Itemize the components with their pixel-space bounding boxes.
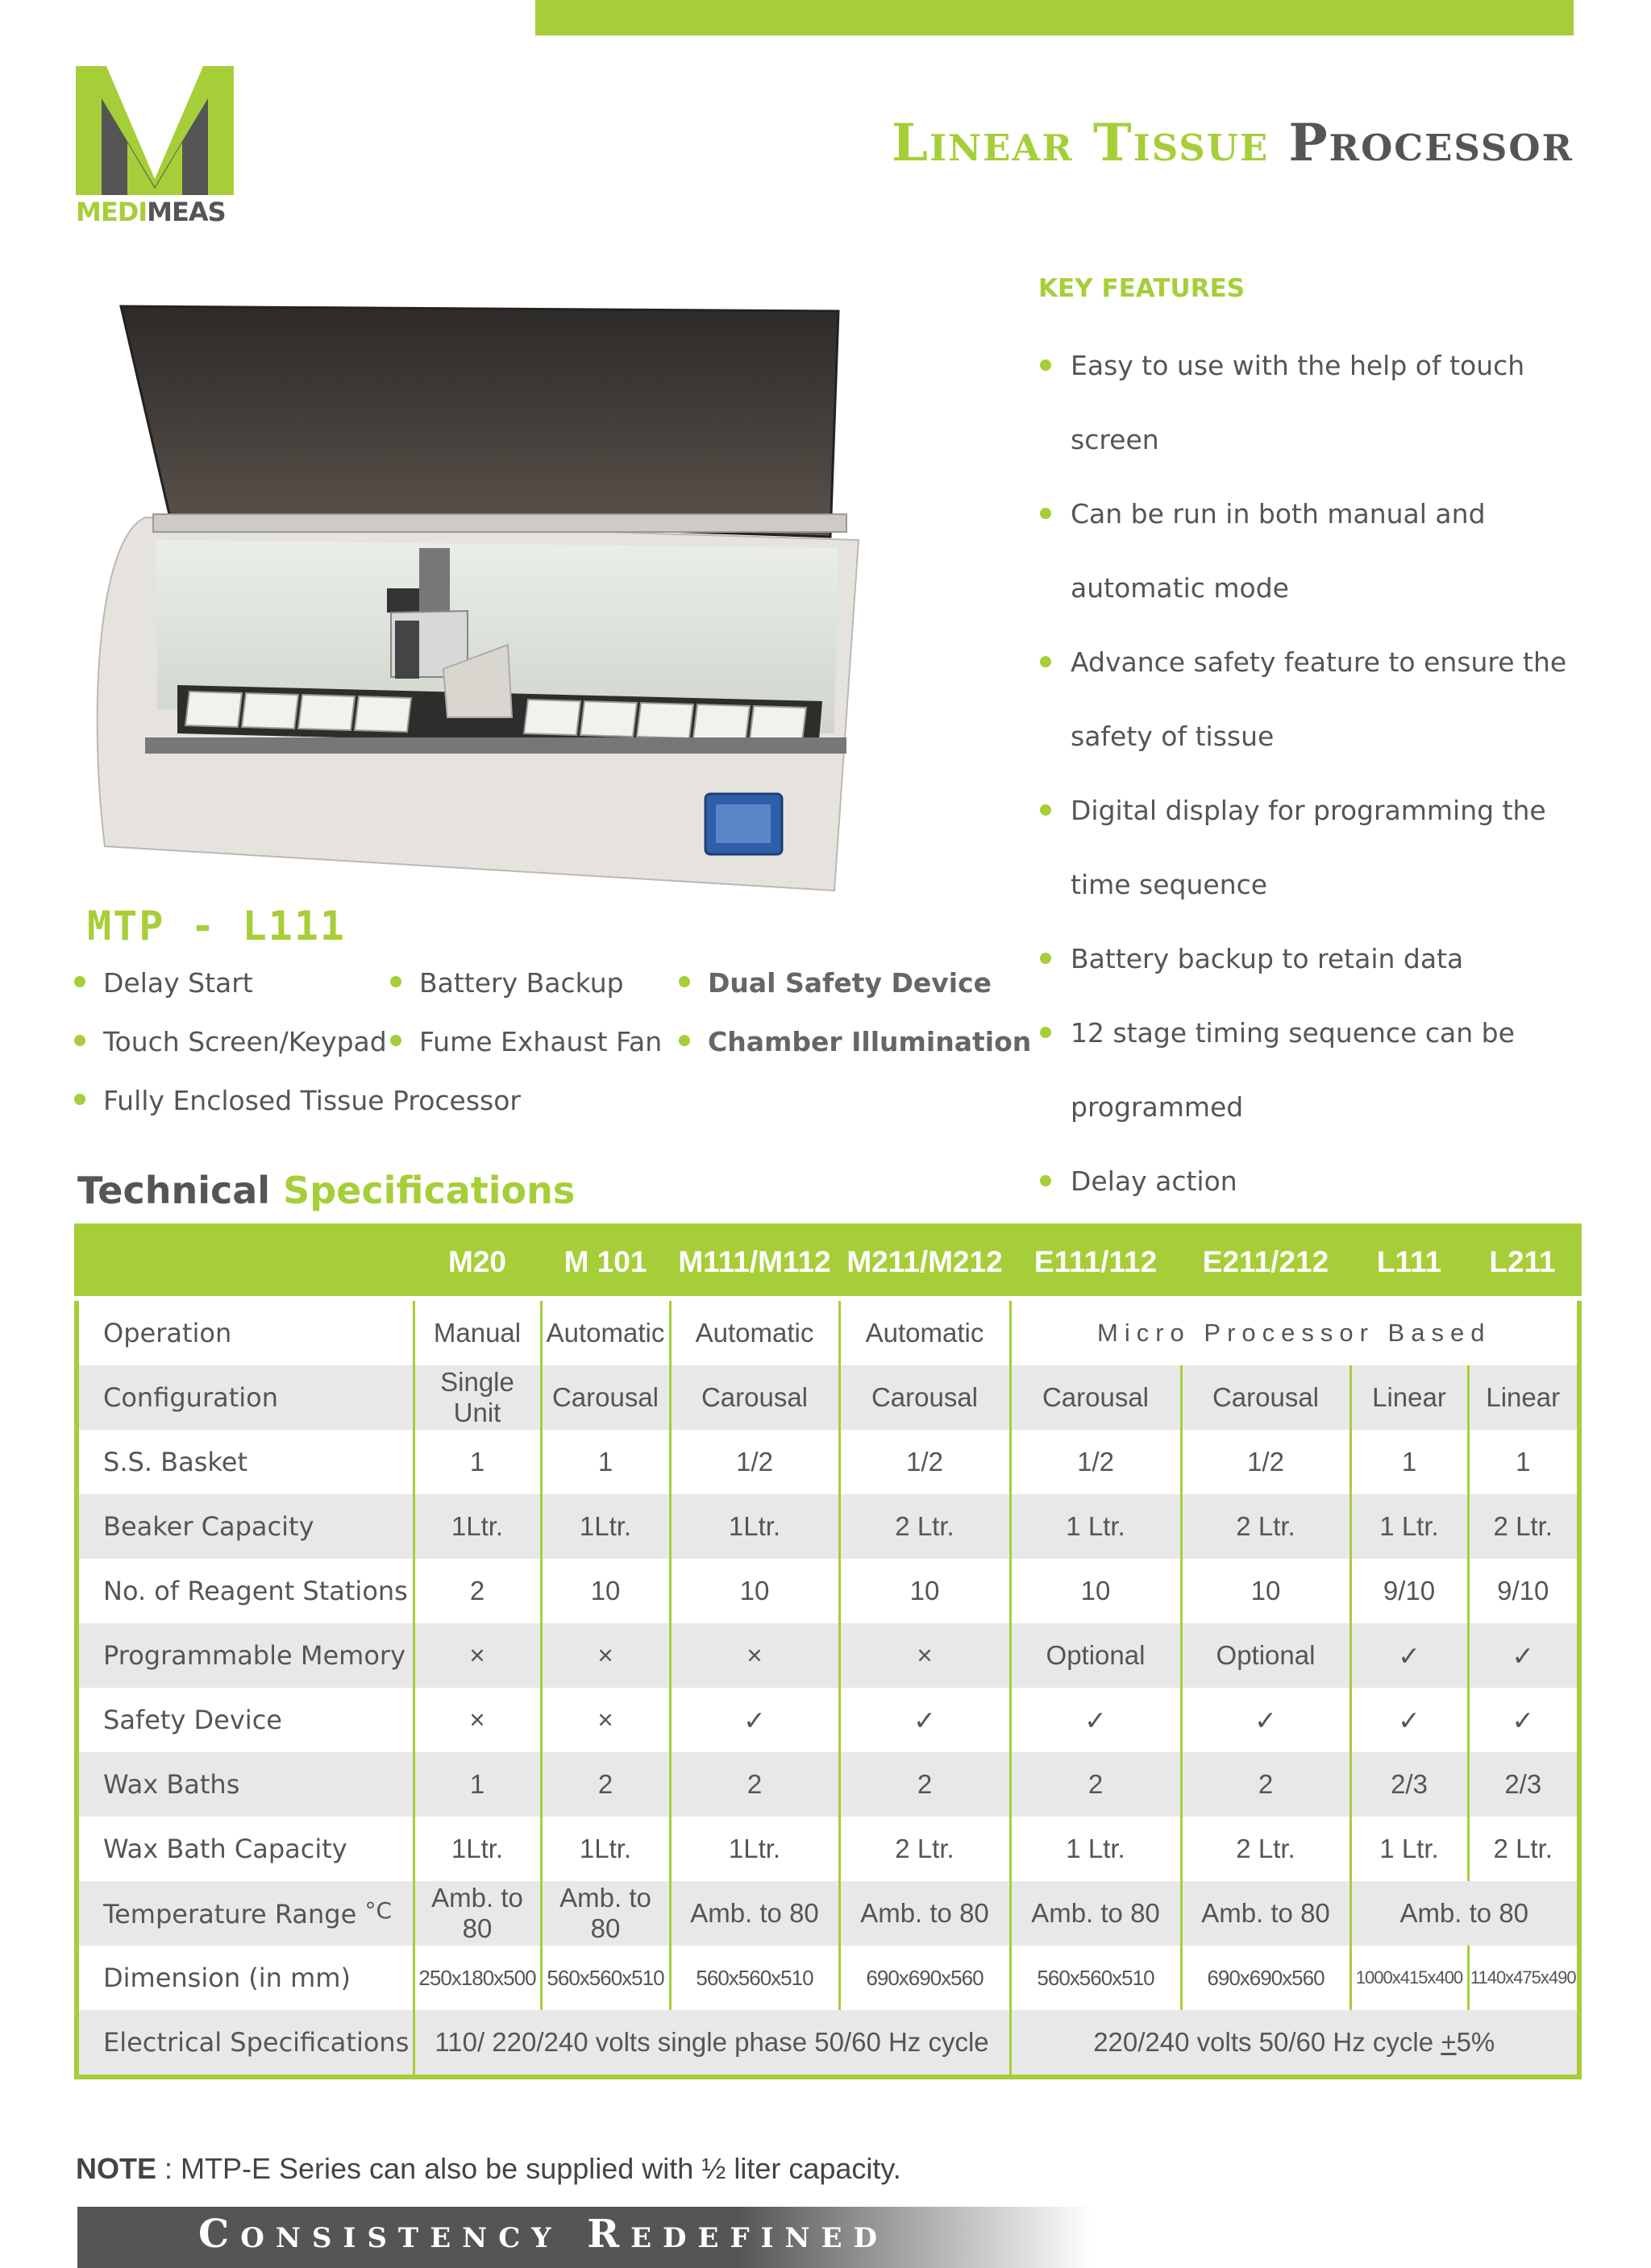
row-label: Configuration xyxy=(77,1365,414,1430)
table-cell: 1Ltr. xyxy=(541,1817,670,1881)
table-cell: 2 xyxy=(1181,1752,1350,1817)
table-cell: 690x690x560 xyxy=(839,1946,1010,2010)
row-label: Safety Device xyxy=(103,1705,282,1735)
table-cell: 1/2 xyxy=(1181,1430,1350,1494)
table-row xyxy=(77,1817,1579,1881)
table-row xyxy=(77,1494,1579,1559)
table-row xyxy=(77,2010,1579,2077)
key-feature-item: Easy to use with the help of touch screen xyxy=(1038,329,1595,477)
table-row xyxy=(77,1298,1579,1365)
table-cell: Amb. to 80 xyxy=(1181,1881,1350,1946)
table-cell: 10 xyxy=(541,1559,670,1623)
table-cell: 2 xyxy=(670,1752,839,1817)
table-cell: Linear xyxy=(1350,1365,1468,1430)
table-row xyxy=(77,1559,1579,1623)
table-cell-merged: Micro Processor Based xyxy=(1010,1298,1579,1365)
cross-icon: × xyxy=(414,1623,541,1688)
table-cell: Automatic xyxy=(839,1298,1010,1365)
table-cell: 1Ltr. xyxy=(670,1817,839,1881)
table-cell: 10 xyxy=(1010,1559,1181,1623)
table-cell: Amb. to 80 xyxy=(1010,1881,1181,1946)
checkmark-icon: ✓ xyxy=(1350,1688,1468,1752)
checkmark-icon: ✓ xyxy=(839,1688,1010,1752)
table-cell: Amb. to 80 xyxy=(541,1881,670,1946)
row-label: Operation xyxy=(77,1298,414,1365)
table-cell: 1 Ltr. xyxy=(1350,1817,1468,1881)
header-blank xyxy=(77,1226,414,1298)
row-label: S.S. Basket xyxy=(103,1447,247,1477)
table-cell: 1 xyxy=(1350,1430,1468,1494)
table-cell: 1Ltr. xyxy=(541,1494,670,1559)
table-cell: Amb. to 80 xyxy=(670,1881,839,1946)
table-cell: 1Ltr. xyxy=(414,1817,541,1881)
table-cell: 1Ltr. xyxy=(414,1494,541,1559)
table-cell: 1140x475x490 xyxy=(1468,1946,1579,2010)
table-cell: 2 xyxy=(541,1752,670,1817)
key-feature-item: Advance safety feature to ensure the safety of tissue xyxy=(1038,625,1595,774)
model-name: MTP - L111 xyxy=(87,903,347,949)
key-feature-item: Battery backup to retain data xyxy=(1038,922,1595,996)
table-cell: 1Ltr. xyxy=(670,1494,839,1559)
cross-icon: × xyxy=(541,1623,670,1688)
table-cell: 560x560x510 xyxy=(1010,1946,1181,2010)
table-cell: Automatic xyxy=(541,1298,670,1365)
feature-item: Battery Backup xyxy=(390,967,624,999)
column-header: L111 xyxy=(1350,1226,1468,1298)
feature-item: Chamber Illumination xyxy=(679,1026,1031,1057)
table-cell: 2 Ltr. xyxy=(839,1494,1010,1559)
table-cell: 10 xyxy=(839,1559,1010,1623)
specifications-table xyxy=(74,1223,1582,2079)
table-cell: 2 xyxy=(414,1559,541,1623)
row-label: Dimension (in mm) xyxy=(103,1963,351,1993)
checkmark-icon: ✓ xyxy=(1468,1623,1579,1688)
table-cell-merged: 220/240 volts 50/60 Hz cycle +5% xyxy=(1010,2010,1579,2077)
row-label: Temperature Range °C xyxy=(77,1881,414,1946)
cross-icon: × xyxy=(839,1623,1010,1688)
table-row xyxy=(77,1430,1579,1494)
table-cell: 1/2 xyxy=(670,1430,839,1494)
table-cell: 1 xyxy=(414,1430,541,1494)
table-row xyxy=(77,1881,1579,1946)
bullet-icon xyxy=(390,976,401,987)
table-cell: 10 xyxy=(1181,1559,1350,1623)
table-cell: 2 Ltr. xyxy=(1181,1817,1350,1881)
table-cell: 1/2 xyxy=(1010,1430,1181,1494)
table-header-row xyxy=(77,1226,1579,1298)
column-header: M 101 xyxy=(541,1226,670,1298)
bullet-icon xyxy=(390,1035,401,1046)
table-cell: 560x560x510 xyxy=(670,1946,839,2010)
row-label: Wax Bath Capacity xyxy=(103,1834,347,1864)
table-cell: Carousal xyxy=(541,1365,670,1430)
bullet-icon xyxy=(1040,656,1051,667)
table-cell-merged: Amb. to 80 xyxy=(1350,1881,1579,1946)
bullet-icon xyxy=(1040,359,1051,371)
table-cell-merged: 110/ 220/240 volts single phase 50/60 Hz cycle xyxy=(414,2010,1010,2077)
table-cell: 2 xyxy=(839,1752,1010,1817)
cross-icon: × xyxy=(414,1688,541,1752)
feature-item: Fume Exhaust Fan xyxy=(390,1026,662,1057)
bullet-icon xyxy=(679,1035,690,1046)
table-cell: Manual xyxy=(414,1298,541,1365)
row-label: Programmable Memory xyxy=(77,1623,414,1688)
table-cell: Carousal xyxy=(839,1365,1010,1430)
cross-icon: × xyxy=(541,1688,670,1752)
feature-grid xyxy=(74,967,1032,1144)
bullet-icon xyxy=(679,976,690,987)
table-cell: 2 Ltr. xyxy=(1181,1494,1350,1559)
table-cell: 1 xyxy=(541,1430,670,1494)
table-row xyxy=(77,1688,1579,1752)
key-feature-item: Delay action xyxy=(1038,1144,1595,1219)
bullet-icon xyxy=(1040,953,1051,964)
table-cell: 2/3 xyxy=(1468,1752,1579,1817)
checkmark-icon: ✓ xyxy=(670,1688,839,1752)
table-row xyxy=(77,1365,1579,1430)
table-cell: Single Unit xyxy=(414,1365,541,1430)
key-features-title: KEY FEATURES xyxy=(1038,274,1246,303)
table-cell: 1 Ltr. xyxy=(1350,1494,1468,1559)
bullet-icon xyxy=(1040,1175,1051,1186)
row-label: No. of Reagent Stations xyxy=(103,1576,408,1606)
checkmark-icon: ✓ xyxy=(1468,1688,1579,1752)
table-cell: 2 Ltr. xyxy=(1468,1817,1579,1881)
table-cell: 2 xyxy=(1010,1752,1181,1817)
key-feature-item: Digital display for programming the time sequence xyxy=(1038,774,1595,922)
feature-item: Fully Enclosed Tissue Processor xyxy=(74,1085,521,1116)
table-row xyxy=(77,1623,1579,1688)
table-cell: 250x180x500 xyxy=(414,1946,541,2010)
top-accent-bar xyxy=(535,0,1574,35)
table-cell: 9/10 xyxy=(1468,1559,1579,1623)
column-header: L211 xyxy=(1468,1226,1579,1298)
bullet-icon xyxy=(74,976,85,987)
table-cell: 2/3 xyxy=(1350,1752,1468,1817)
table-cell: 1000x415x400 xyxy=(1350,1946,1468,2010)
table-cell: 1 Ltr. xyxy=(1010,1494,1181,1559)
table-cell: Carousal xyxy=(1010,1365,1181,1430)
table-cell: Automatic xyxy=(670,1298,839,1365)
bullet-icon xyxy=(74,1035,85,1046)
row-label: Beaker Capacity xyxy=(77,1494,414,1559)
table-cell: 2 Ltr. xyxy=(1468,1494,1579,1559)
table-cell: 1 xyxy=(1468,1430,1579,1494)
page-title: Linear Tissue Processor xyxy=(891,113,1574,173)
bullet-icon xyxy=(1040,508,1051,519)
table-cell: 2 Ltr. xyxy=(839,1817,1010,1881)
table-row xyxy=(77,1752,1579,1817)
table-cell: Optional xyxy=(1010,1623,1181,1688)
checkmark-icon: ✓ xyxy=(1010,1688,1181,1752)
medimeas-logo xyxy=(76,66,234,227)
checkmark-icon: ✓ xyxy=(1181,1688,1350,1752)
table-cell: 690x690x560 xyxy=(1181,1946,1350,2010)
logo-wordmark: MEDIMEAS xyxy=(76,197,226,227)
key-features-list xyxy=(1038,329,1595,1219)
unit-label: °C xyxy=(364,1897,393,1924)
table-cell: 1 Ltr. xyxy=(1010,1817,1181,1881)
bullet-icon xyxy=(1040,1027,1051,1038)
key-feature-item: Can be run in both manual and automatic mode xyxy=(1038,477,1595,625)
column-header: E111/112 xyxy=(1010,1226,1181,1298)
table-cell: Linear xyxy=(1468,1365,1579,1430)
bullet-icon xyxy=(1040,804,1051,816)
logo-m-mark xyxy=(76,66,234,195)
column-header: M20 xyxy=(414,1226,541,1298)
row-label: Electrical Specifications xyxy=(77,2010,414,2077)
technical-specifications-heading: Technical Specifications xyxy=(77,1169,576,1212)
checkmark-icon: ✓ xyxy=(1350,1623,1468,1688)
column-header: E211/212 xyxy=(1181,1226,1350,1298)
table-cell: 1 xyxy=(414,1752,541,1817)
table-cell: Optional xyxy=(1181,1623,1350,1688)
bullet-icon xyxy=(74,1094,85,1105)
feature-item: Dual Safety Device xyxy=(679,967,992,999)
tagline: Consistency Redefined xyxy=(198,2212,888,2257)
feature-item: Touch Screen/Keypad xyxy=(74,1026,387,1057)
table-cell: 9/10 xyxy=(1350,1559,1468,1623)
column-header: M111/M112 xyxy=(670,1226,839,1298)
table-cell: 1/2 xyxy=(839,1430,1010,1494)
column-header: M211/M212 xyxy=(839,1226,1010,1298)
table-cell: Amb. to 80 xyxy=(414,1881,541,1946)
table-cell: 10 xyxy=(670,1559,839,1623)
tissue-processor-photo xyxy=(89,298,871,903)
table-cell: Amb. to 80 xyxy=(839,1881,1010,1946)
key-feature-item: 12 stage timing sequence can be programmed xyxy=(1038,996,1595,1144)
table-cell: 560x560x510 xyxy=(541,1946,670,2010)
table-cell: Carousal xyxy=(1181,1365,1350,1430)
table-row xyxy=(77,1946,1579,2010)
footnote: NOTE : MTP-E Series can also be supplied with ½ liter capacity. xyxy=(76,2152,901,2185)
row-label: Wax Baths xyxy=(77,1752,414,1817)
table-cell: Carousal xyxy=(670,1365,839,1430)
feature-item: Delay Start xyxy=(74,967,253,999)
cross-icon: × xyxy=(670,1623,839,1688)
